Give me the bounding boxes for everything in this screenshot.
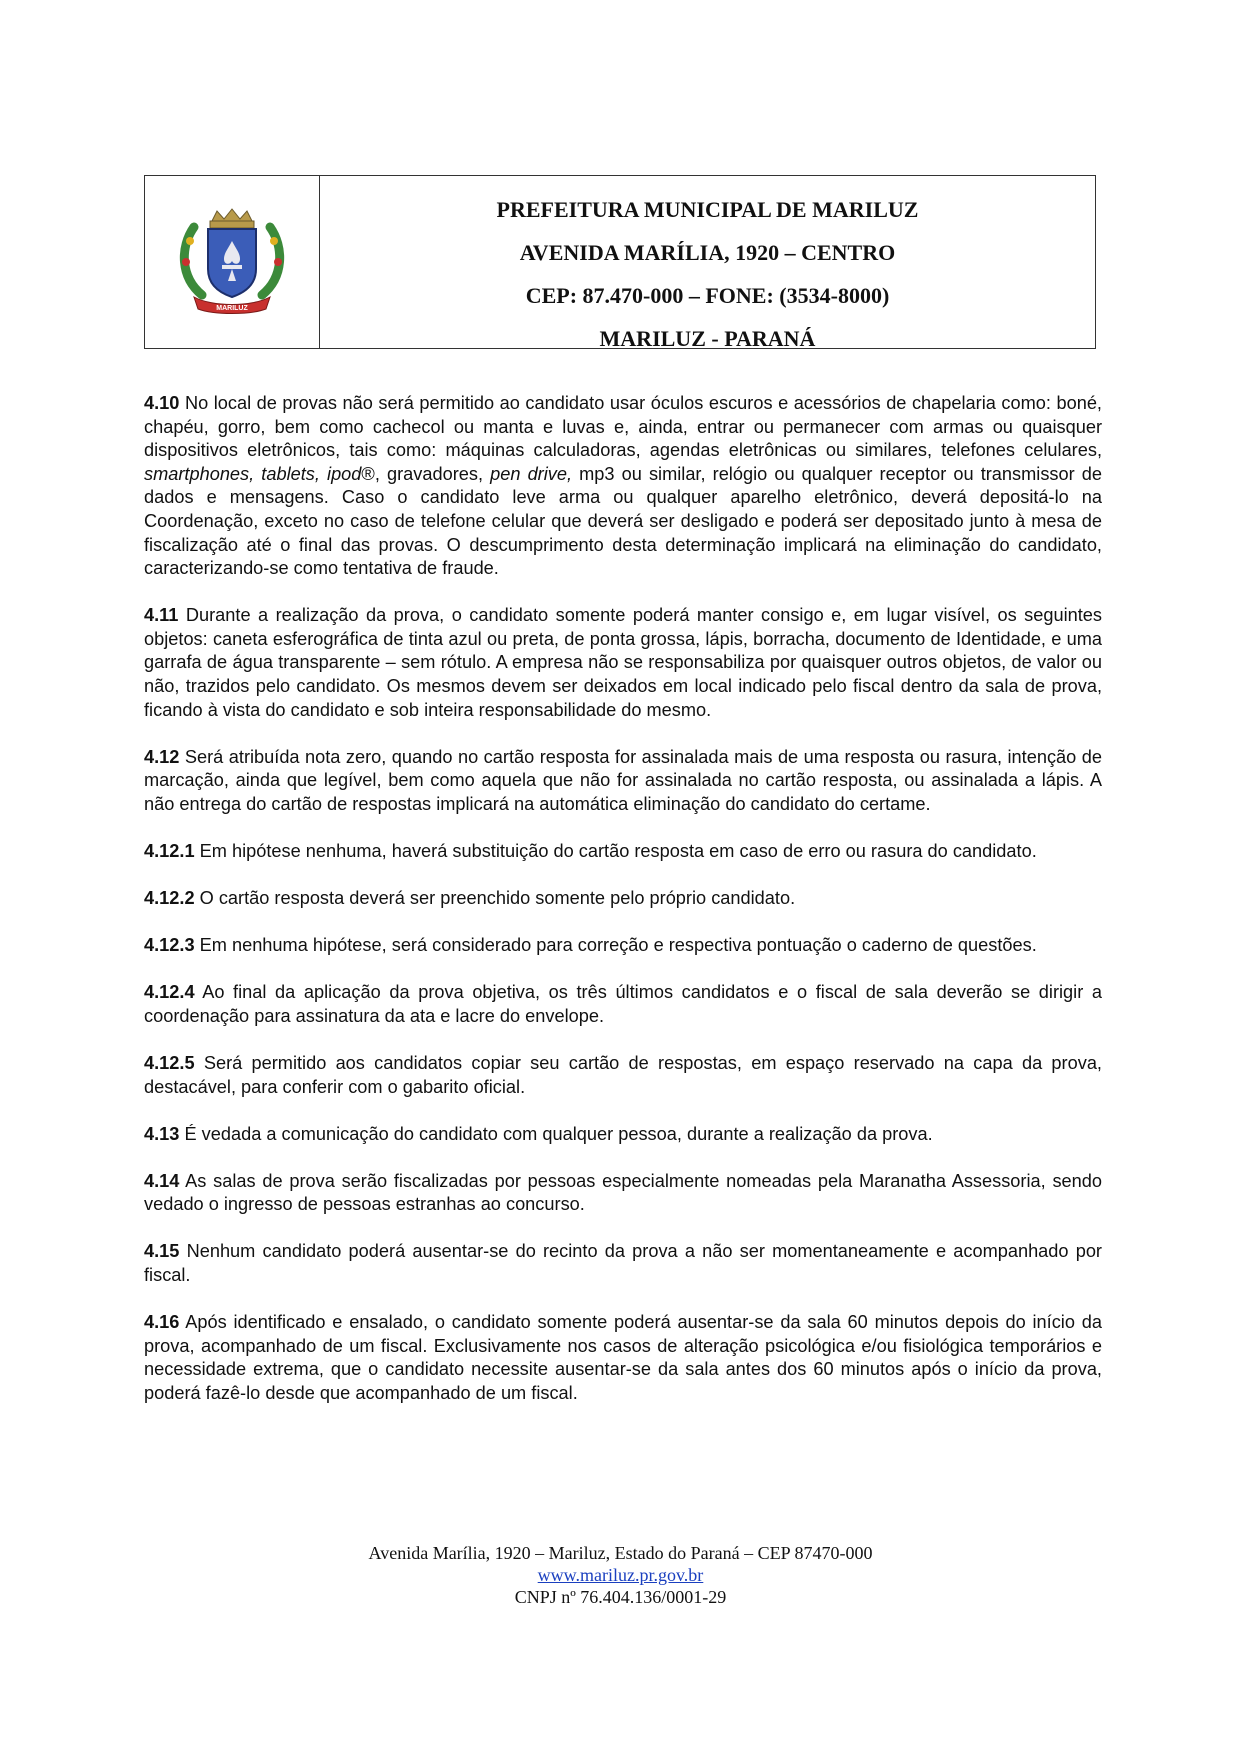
- org-name: PREFEITURA MUNICIPAL DE MARILUZ: [496, 197, 919, 222]
- clause-paragraph: [144, 1170, 1102, 1217]
- clause-paragraph: [144, 1052, 1102, 1099]
- clause-paragraph: [144, 887, 1102, 911]
- clause-number: 4.14: [144, 1170, 180, 1191]
- clause-paragraph: [144, 604, 1102, 722]
- clause-paragraph: [144, 392, 1102, 581]
- clause-paragraph: [144, 1123, 1102, 1147]
- org-city-state: MARILUZ - PARANÁ: [599, 326, 816, 351]
- org-address: AVENIDA MARÍLIA, 1920 – CENTRO: [519, 240, 896, 265]
- clause-paragraph: [144, 934, 1102, 958]
- letterhead: [144, 175, 1096, 349]
- clause-text: Em hipótese nenhuma, haverá substituição do cartão resposta em caso de erro ou rasura do candidato.: [194, 841, 1037, 861]
- clause-text: É vedada a comunicação do candidato com qualquer pessoa, durante a realização da prova.: [179, 1123, 933, 1144]
- clause-text: O cartão resposta deverá ser preenchido somente pelo próprio candidato.: [194, 888, 796, 909]
- letterhead-text: [320, 176, 1095, 351]
- clause-number: 4.13: [144, 1123, 180, 1144]
- footer-cnpj: CNPJ nº 76.404.136/0001-29: [514, 1587, 727, 1607]
- clause-number: 4.12.2: [144, 888, 195, 909]
- clause-number: 4.12.3: [144, 935, 195, 956]
- clause-text: Durante a realização da prova, o candidato somente poderá manter consigo e, em lugar visível, os seguintes objetos: caneta esferográfica de tinta azul ou preta, de ponta grossa, lápis, borracha, documento de Identidade, e uma garrafa de água transparente – sem rótulo. A empresa não se responsabiliza por quaisquer outros objetos, de valor ou não, trazidos pelo candidato. Os mesmos devem ser deixados em local indicado pelo fiscal dentro da sala de prova, ficando à vista do candidato e sob inteira responsabilidade do mesmo.: [144, 605, 1102, 720]
- clause-text: mp3 ou similar, relógio ou qualquer receptor ou transmissor de dados e mensagens. Caso o candidato leve arma ou qualquer aparelho eletrônico, deverá depositá-lo na Coordenação, exceto no caso de telefone celular que deverá ser desligado e poderá ser depositado junto à mesa de fiscalização até o final das provas. O descumprimento desta determinação implicará na eliminação do candidato, caracterizando-se como tentativa de fraude.: [144, 463, 1103, 579]
- clause-text: As salas de prova serão fiscalizadas por pessoas especialmente nomeadas pela Maranatha Assessoria, sendo vedado o ingresso de pessoas estranhas ao concurso.: [144, 1170, 1102, 1215]
- clause-paragraph: [144, 1311, 1102, 1405]
- municipal-crest-logo: [172, 207, 292, 317]
- clause-text: Nenhum candidato poderá ausentar-se do recinto da prova a não ser momentaneamente e acompanhado por fiscal.: [144, 1241, 1102, 1286]
- clause-text: Ao final da aplicação da prova objetiva, os três últimos candidatos e o fiscal de sala deverão se dirigir a coordenação para assinatura da ata e lacre do envelope.: [144, 982, 1102, 1026]
- clause-text-italic: pen drive,: [490, 463, 573, 484]
- clause-number: 4.12.1: [144, 841, 195, 861]
- clause-text-italic: smartphones, tablets, ipod: [144, 463, 362, 484]
- clause-paragraph: [144, 981, 1102, 1028]
- clause-paragraph: [144, 840, 1102, 864]
- clause-number: 4.15: [144, 1241, 180, 1262]
- clause-text: No local de provas não será permitido ao candidato usar óculos escuros e acessórios de chapelaria como: boné, chapéu, gorro, bem como cachecol ou manta e luvas e, ainda, entrar ou permanecer com armas ou quaisquer dispositivos eletrônicos, tais como: máquinas calculadoras, agendas eletrônicas ou similares, telefones celulares,: [144, 393, 1102, 461]
- clause-number: 4.12.4: [144, 982, 195, 1003]
- footer-address: Avenida Marília, 1920 – Mariluz, Estado do Paraná – CEP 87470-000: [368, 1543, 873, 1563]
- page-footer: [0, 1542, 1241, 1608]
- clause-text: Será permitido aos candidatos copiar seu cartão de respostas, em espaço reservado na capa da prova, destacável, para conferir com o gabarito oficial.: [144, 1052, 1102, 1097]
- clause-text: Será atribuída nota zero, quando no cartão resposta for assinalada mais de uma resposta ou rasura, intenção de marcação, ainda que legível, bem como aquela que não for assinalada no cartão resposta, ou assinalada a lápis. A não entrega do cartão de respostas implicará na automática eliminação do candidato do certame.: [144, 746, 1102, 814]
- logo-cell: [145, 176, 320, 348]
- clause-number: 4.16: [144, 1312, 180, 1333]
- clause-text: Em nenhuma hipótese, será considerado para correção e respectiva pontuação o caderno de questões.: [194, 935, 1037, 956]
- clause-number: 4.12: [144, 746, 180, 767]
- clause-text: ®, gravadores,: [361, 463, 491, 484]
- footer-website-link[interactable]: www.mariluz.pr.gov.br: [537, 1565, 704, 1585]
- clause-number: 4.10: [144, 393, 180, 413]
- document-body: [144, 392, 1102, 1429]
- clause-number: 4.11: [144, 605, 179, 626]
- clause-paragraph: [144, 1240, 1102, 1287]
- crest-ribbon-text: MARILUZ: [216, 305, 248, 312]
- clause-paragraph: [144, 746, 1102, 817]
- clause-text: Após identificado e ensalado, o candidato somente poderá ausentar-se da sala 60 minutos depois do início da prova, acompanhado de um fiscal. Exclusivamente nos casos de alteração psicológica e/ou fisiológica temporários e necessidade extrema, que o candidato necessite ausentar-se da sala antes dos 60 minutos após o início da prova, poderá fazê-lo desde que acompanhado de um fiscal.: [144, 1312, 1102, 1403]
- clause-number: 4.12.5: [144, 1052, 195, 1073]
- org-cep-phone: CEP: 87.470-000 – FONE: (3534-8000): [525, 283, 890, 308]
